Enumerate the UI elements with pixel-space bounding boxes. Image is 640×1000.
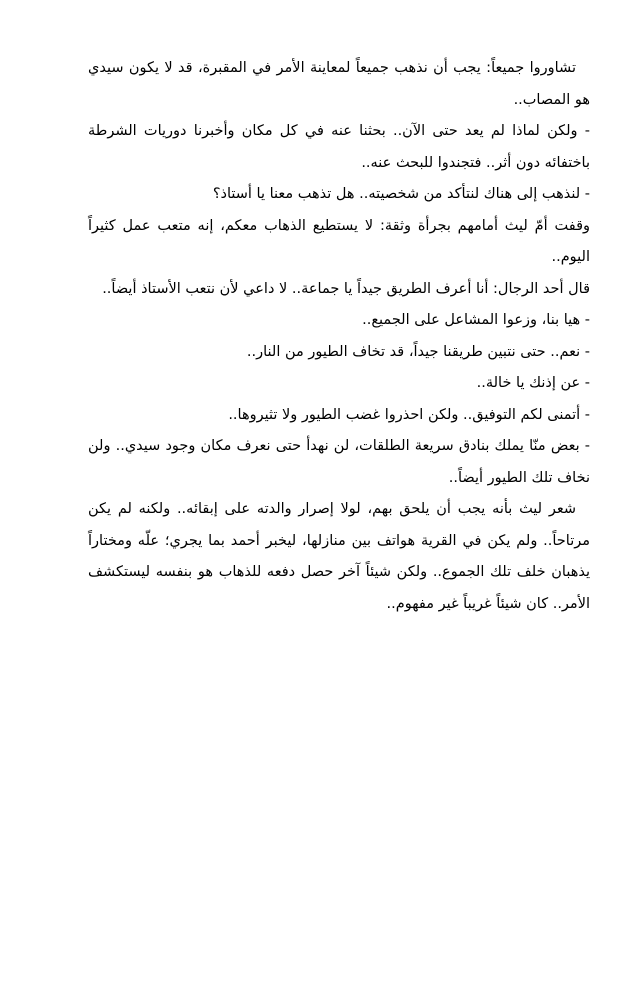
paragraph: - لنذهب إلى هناك لنتأكد من شخصيته.. هل تذهب معنا يا أستاذ؟ <box>212 186 590 202</box>
paragraph: شعر ليث بأنه يجب أن يلحق بهم، لولا إصرار والدته على إبقائه.. ولكنه لم يكن مرتاحاً.. ولم يكن في القرية هواتف بين منازلها، ليخبر أحمد بما يجري؛ علّه ومختاراً يذهبان خلف تلك الجموع.. ولكن شيئاً آخر حصل دفعه للذهاب هو بنفسه ليستكشف الأمر.. كان شيئاً غريباً غير مفهوم.. <box>88 501 590 612</box>
paragraph: - هيا بنا، وزعوا المشاعل على الجميع.. <box>362 312 590 328</box>
paragraph: - أتمنى لكم التوفيق.. ولكن احذروا غضب الطيور ولا تثيروها.. <box>228 406 590 423</box>
paragraph: - نعم.. حتى نتبين طريقنا جيداً، قد تخاف الطيور من النار.. <box>246 343 590 360</box>
paragraph: تشاوروا جميعاً: يجب أن نذهب جميعاً لمعاينة الأمر في المقبرة، قد لا يكون سيدي هو المصاب.. <box>88 60 590 108</box>
paragraph: - بعض منّا يملك بنادق سريعة الطلقات، لن نهدأ حتى نعرف مكان وجود سيدي.. ولن نخاف تلك الطيور أيضاً.. <box>88 438 590 486</box>
paragraph: - عن إذنك يا خالة.. <box>476 375 590 391</box>
paragraph: وقفت أمّ ليث أمامهم بجرأة وثقة: لا يستطيع الذهاب معكم، إنه متعب عمل كثيراً اليوم.. <box>88 217 590 265</box>
story-text <box>88 53 590 620</box>
paragraph: قال أحد الرجال: أنا أعرف الطريق جيداً يا جماعة.. لا داعي لأن نتعب الأستاذ أيضاً.. <box>102 280 590 297</box>
paragraph: - ولكن لماذا لم يعد حتى الآن.. بحثنا عنه في كل مكان وأخبرنا دوريات الشرطة باختفائه دون أثر.. فتجندوا للبحث عنه.. <box>88 123 590 171</box>
